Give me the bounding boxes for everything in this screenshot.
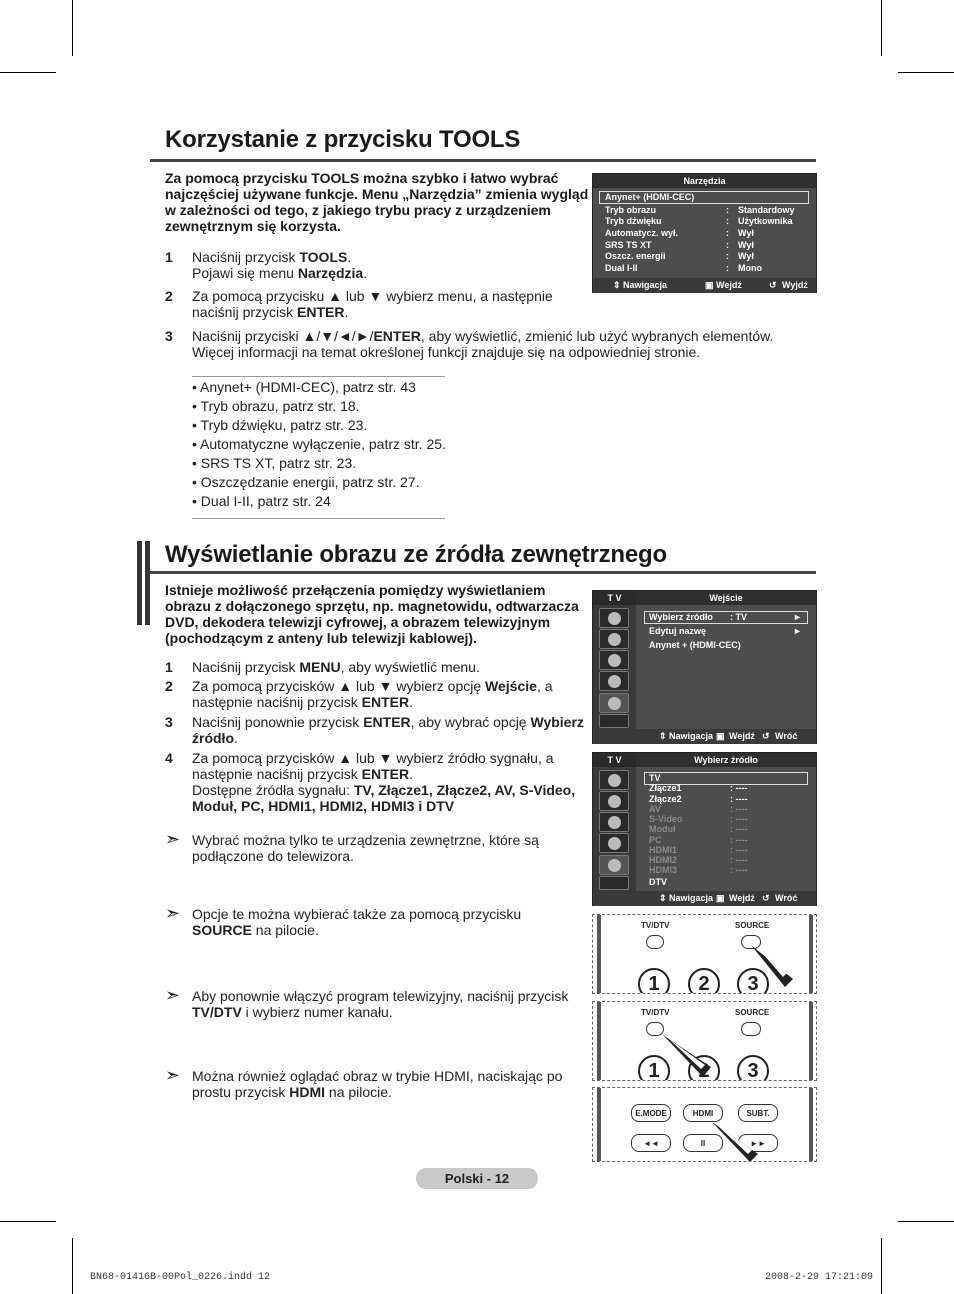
number-button: 3 — [737, 968, 769, 994]
return-icon: ↺ — [769, 280, 777, 290]
enter-icon: ▣ — [716, 893, 725, 903]
step-number: 1 — [165, 659, 173, 675]
note-arrow-icon: ➣ — [165, 829, 181, 849]
menu-item: Dual I-II — [605, 263, 638, 273]
tvdtv-button — [646, 935, 664, 949]
return-icon: ↺ — [762, 893, 770, 903]
fast-forward-button: ►► — [738, 1134, 778, 1152]
menu-item: Tryb obrazu — [605, 205, 657, 215]
menu-item: Oszcz. energii — [605, 251, 666, 261]
source-item: DTV — [649, 877, 667, 887]
sound-icon — [599, 791, 629, 811]
menu-item: Edytuj nazwę — [649, 626, 707, 636]
channel-icon — [599, 812, 629, 832]
source-item: TV — [649, 773, 661, 783]
step-text: Naciśnij przycisk TOOLS. Pojawi się menu Narzędzia. — [192, 249, 368, 281]
menu-item: SRS TS XT — [605, 240, 652, 250]
sound-icon — [599, 629, 629, 649]
arrow-right-icon: ► — [793, 626, 802, 636]
enter-icon: ▣ — [716, 731, 725, 741]
step-number: 3 — [165, 328, 173, 344]
setup-icon — [599, 671, 629, 691]
note-arrow-icon: ➣ — [165, 1065, 181, 1085]
step-text: Naciśnij przyciski ▲/▼/◄/►/ENTER, aby wyświetlić, zmienić lub użyć wybranych elementów. Więcej informacji na temat określonej funkcji znajduje się na odpowiedniej stronie. — [192, 328, 774, 360]
page-number-badge: Polski - 12 — [416, 1168, 538, 1189]
step-number: 4 — [165, 750, 173, 766]
source-item: PC — [649, 835, 662, 845]
input-icon — [599, 693, 629, 713]
menu-item: Wybierz źródło — [649, 612, 713, 622]
menu-item: Automatycz. wył. — [605, 228, 679, 238]
print-date: 2008-2-29 17:21:09 — [765, 1272, 874, 1283]
menu-footer: ⇕ Nawigacja ▣ Wejdź ↺ Wróć — [593, 891, 816, 906]
source-item: AV — [649, 804, 661, 814]
updown-icon: ⇕ — [659, 731, 667, 741]
note-text: Można również oglądać obraz w trybie HDMI, naciskając po prostu przycisk HDMI na pilocie. — [192, 1068, 563, 1100]
source-item: Złącze1 — [649, 783, 682, 793]
hdmi-button: HDMI — [683, 1104, 723, 1122]
note-text: Wybrać można tylko te urządzenia zewnętrzne, które są podłączone do telewizora. — [192, 832, 539, 864]
number-button: 2 — [688, 968, 720, 994]
remote-illustration-source: TV/DTV SOURCE 1 2 3 — [592, 914, 817, 994]
source-item: S-Video — [649, 814, 683, 824]
list-item: • Tryb dźwięku, patrz str. 23. — [192, 417, 368, 433]
source-item: HDMI3 — [649, 865, 678, 875]
picture-icon — [599, 770, 629, 790]
subtitle-button: SUBT. — [738, 1104, 778, 1122]
section2-intro: Istnieje możliwość przełączenia pomiędzy wyświetlaniem obrazu z dołączonego sprzętu, np. magnetowidu, odtwarzacza DVD, dekodera telewizji cyfrowej, a obrazem telewizyjnym (pochodzącym z anteny lub telewizji kablowej). — [165, 582, 579, 646]
picture-icon — [599, 608, 629, 628]
pause-button: II — [683, 1134, 723, 1152]
input-menu-screenshot: Wejście T V Wybierz źródło : TV ► Edytuj nazwę ► Anynet + (HDMI-CEC) ⇕ Nawigacja ▣ Wejdź ↺ Wróć — [592, 590, 817, 744]
remote-illustration-tvdtv: TV/DTV SOURCE 1 3 — [592, 1001, 817, 1081]
menu-item: Anynet + (HDMI-CEC) — [649, 640, 741, 650]
step-text: Za pomocą przycisku ▲ lub ▼ wybierz menu, a następnie naciśnij przycisk ENTER. — [192, 288, 553, 320]
tools-menu-screenshot: Narzędzia Anynet+ (HDMI-CEC) Tryb obrazu : Standardowy Tryb dźwięku : Użytkownika Automatycz. wył. : Wył SRS TS XT : Wył Oszcz. energii : Wył Dual I-II : Mono ⇕ Nawigacja ▣ Wejdź ↺ Wyjdź — [592, 173, 817, 293]
enter-icon: ▣ — [705, 280, 714, 290]
arrow-right-icon: ► — [793, 612, 802, 622]
note-text: Opcje te można wybierać także za pomocą przycisku SOURCE na pilocie. — [192, 906, 522, 938]
step-text: Za pomocą przycisków ▲ lub ▼ wybierz źródło sygnału, a następnie naciśnij przycisk ENTER. Dostępne źródła sygnału: TV, Złącze1, Złącze2, AV, S-Video, Moduł, PC, HDMI1, HDMI2, HDMI3 i DTV — [192, 750, 576, 814]
updown-icon: ⇕ — [659, 893, 667, 903]
note-arrow-icon: ➣ — [165, 903, 181, 923]
reference-list — [192, 378, 446, 511]
menu-footer: ⇕ Nawigacja ▣ Wejdź ↺ Wróć — [593, 729, 816, 744]
remote-illustration-hdmi — [592, 1087, 817, 1162]
number-button: 1 — [638, 968, 670, 994]
source-item: Moduł — [649, 824, 676, 834]
setup-icon — [599, 833, 629, 853]
menu-title: Wejście — [636, 591, 816, 605]
number-button: 1 — [638, 1055, 670, 1081]
step-text: Naciśnij ponownie przycisk ENTER, aby wybrać opcję Wybierz źródło. — [192, 714, 584, 746]
section2-title: Wyświetlanie obrazu ze źródła zewnętrznego — [165, 541, 667, 568]
input-icon — [599, 855, 629, 875]
list-item: • Automatyczne wyłączenie, patrz str. 25. — [192, 436, 446, 452]
source-button — [741, 1022, 761, 1036]
source-menu-screenshot: Wybierz źródło T V TV Złącze1 : ---- Złącze2 : ---- AV : ---- S-Video : ---- Moduł : ---- PC : ---- HDMI1 : ---- HDMI2 : ---- HDMI3 : ---- DTV ⇕ Nawigacja ▣ Wejdź ↺ Wróć — [592, 752, 817, 906]
pointer-hand-icon — [743, 937, 798, 992]
list-item: • Tryb obrazu, patrz str. 18. — [192, 398, 360, 414]
digital-icon — [599, 714, 629, 728]
source-item: HDMI2 — [649, 855, 678, 865]
step-text: Naciśnij przycisk MENU, aby wyświetlić menu. — [192, 659, 480, 675]
menu-title: Narzędzia — [593, 174, 816, 188]
list-item: • Anynet+ (HDMI-CEC), patrz str. 43 — [192, 379, 416, 395]
number-button: 3 — [737, 1055, 769, 1081]
updown-icon: ⇕ — [613, 280, 621, 290]
source-item: HDMI1 — [649, 845, 678, 855]
step-text: Za pomocą przycisków ▲ lub ▼ wybierz opcję Wejście, a następnie naciśnij przycisk ENTER. — [192, 678, 553, 710]
step-number: 2 — [165, 678, 173, 694]
step-number: 1 — [165, 249, 173, 265]
note-text: Aby ponownie włączyć program telewizyjny, naciśnij przycisk TV/DTV i wybierz numer kanału. — [192, 988, 569, 1020]
pointer-hand-icon — [708, 1118, 763, 1162]
list-item: • Oszczędzanie energii, patrz str. 27. — [192, 474, 420, 490]
pointer-hand-icon — [655, 1027, 715, 1081]
list-item: • Dual I-II, patrz str. 24 — [192, 493, 331, 509]
menu-item: Tryb dźwięku — [605, 216, 662, 226]
channel-icon — [599, 650, 629, 670]
section1-title: Korzystanie z przycisku TOOLS — [165, 126, 521, 153]
source-item: Złącze2 — [649, 794, 682, 804]
file-info: BN68-01416B-00Pol_0226.indd 12 — [90, 1272, 271, 1283]
menu-item: Anynet+ (HDMI-CEC) — [605, 192, 695, 202]
menu-title: Wybierz źródło — [636, 753, 816, 767]
note-arrow-icon: ➣ — [165, 985, 181, 1005]
step-number: 2 — [165, 288, 173, 304]
step-number: 3 — [165, 714, 173, 730]
return-icon: ↺ — [762, 731, 770, 741]
digital-icon — [599, 876, 629, 890]
section1-intro: Za pomocą przycisku TOOLS można szybko i łatwo wybrać najczęściej używane funkcje. Menu „Narzędzia” zmienia wygląd w zależności od tego, z jakiego trybu pracy z urządzeniem zewnętrznym się korzysta. — [165, 170, 589, 234]
menu-footer: ⇕ Nawigacja ▣ Wejdź ↺ Wyjdź — [593, 278, 816, 293]
rewind-button: ◄◄ — [631, 1134, 671, 1152]
list-item: • SRS TS XT, patrz str. 23. — [192, 455, 357, 471]
emode-button: E.MODE — [631, 1104, 671, 1122]
